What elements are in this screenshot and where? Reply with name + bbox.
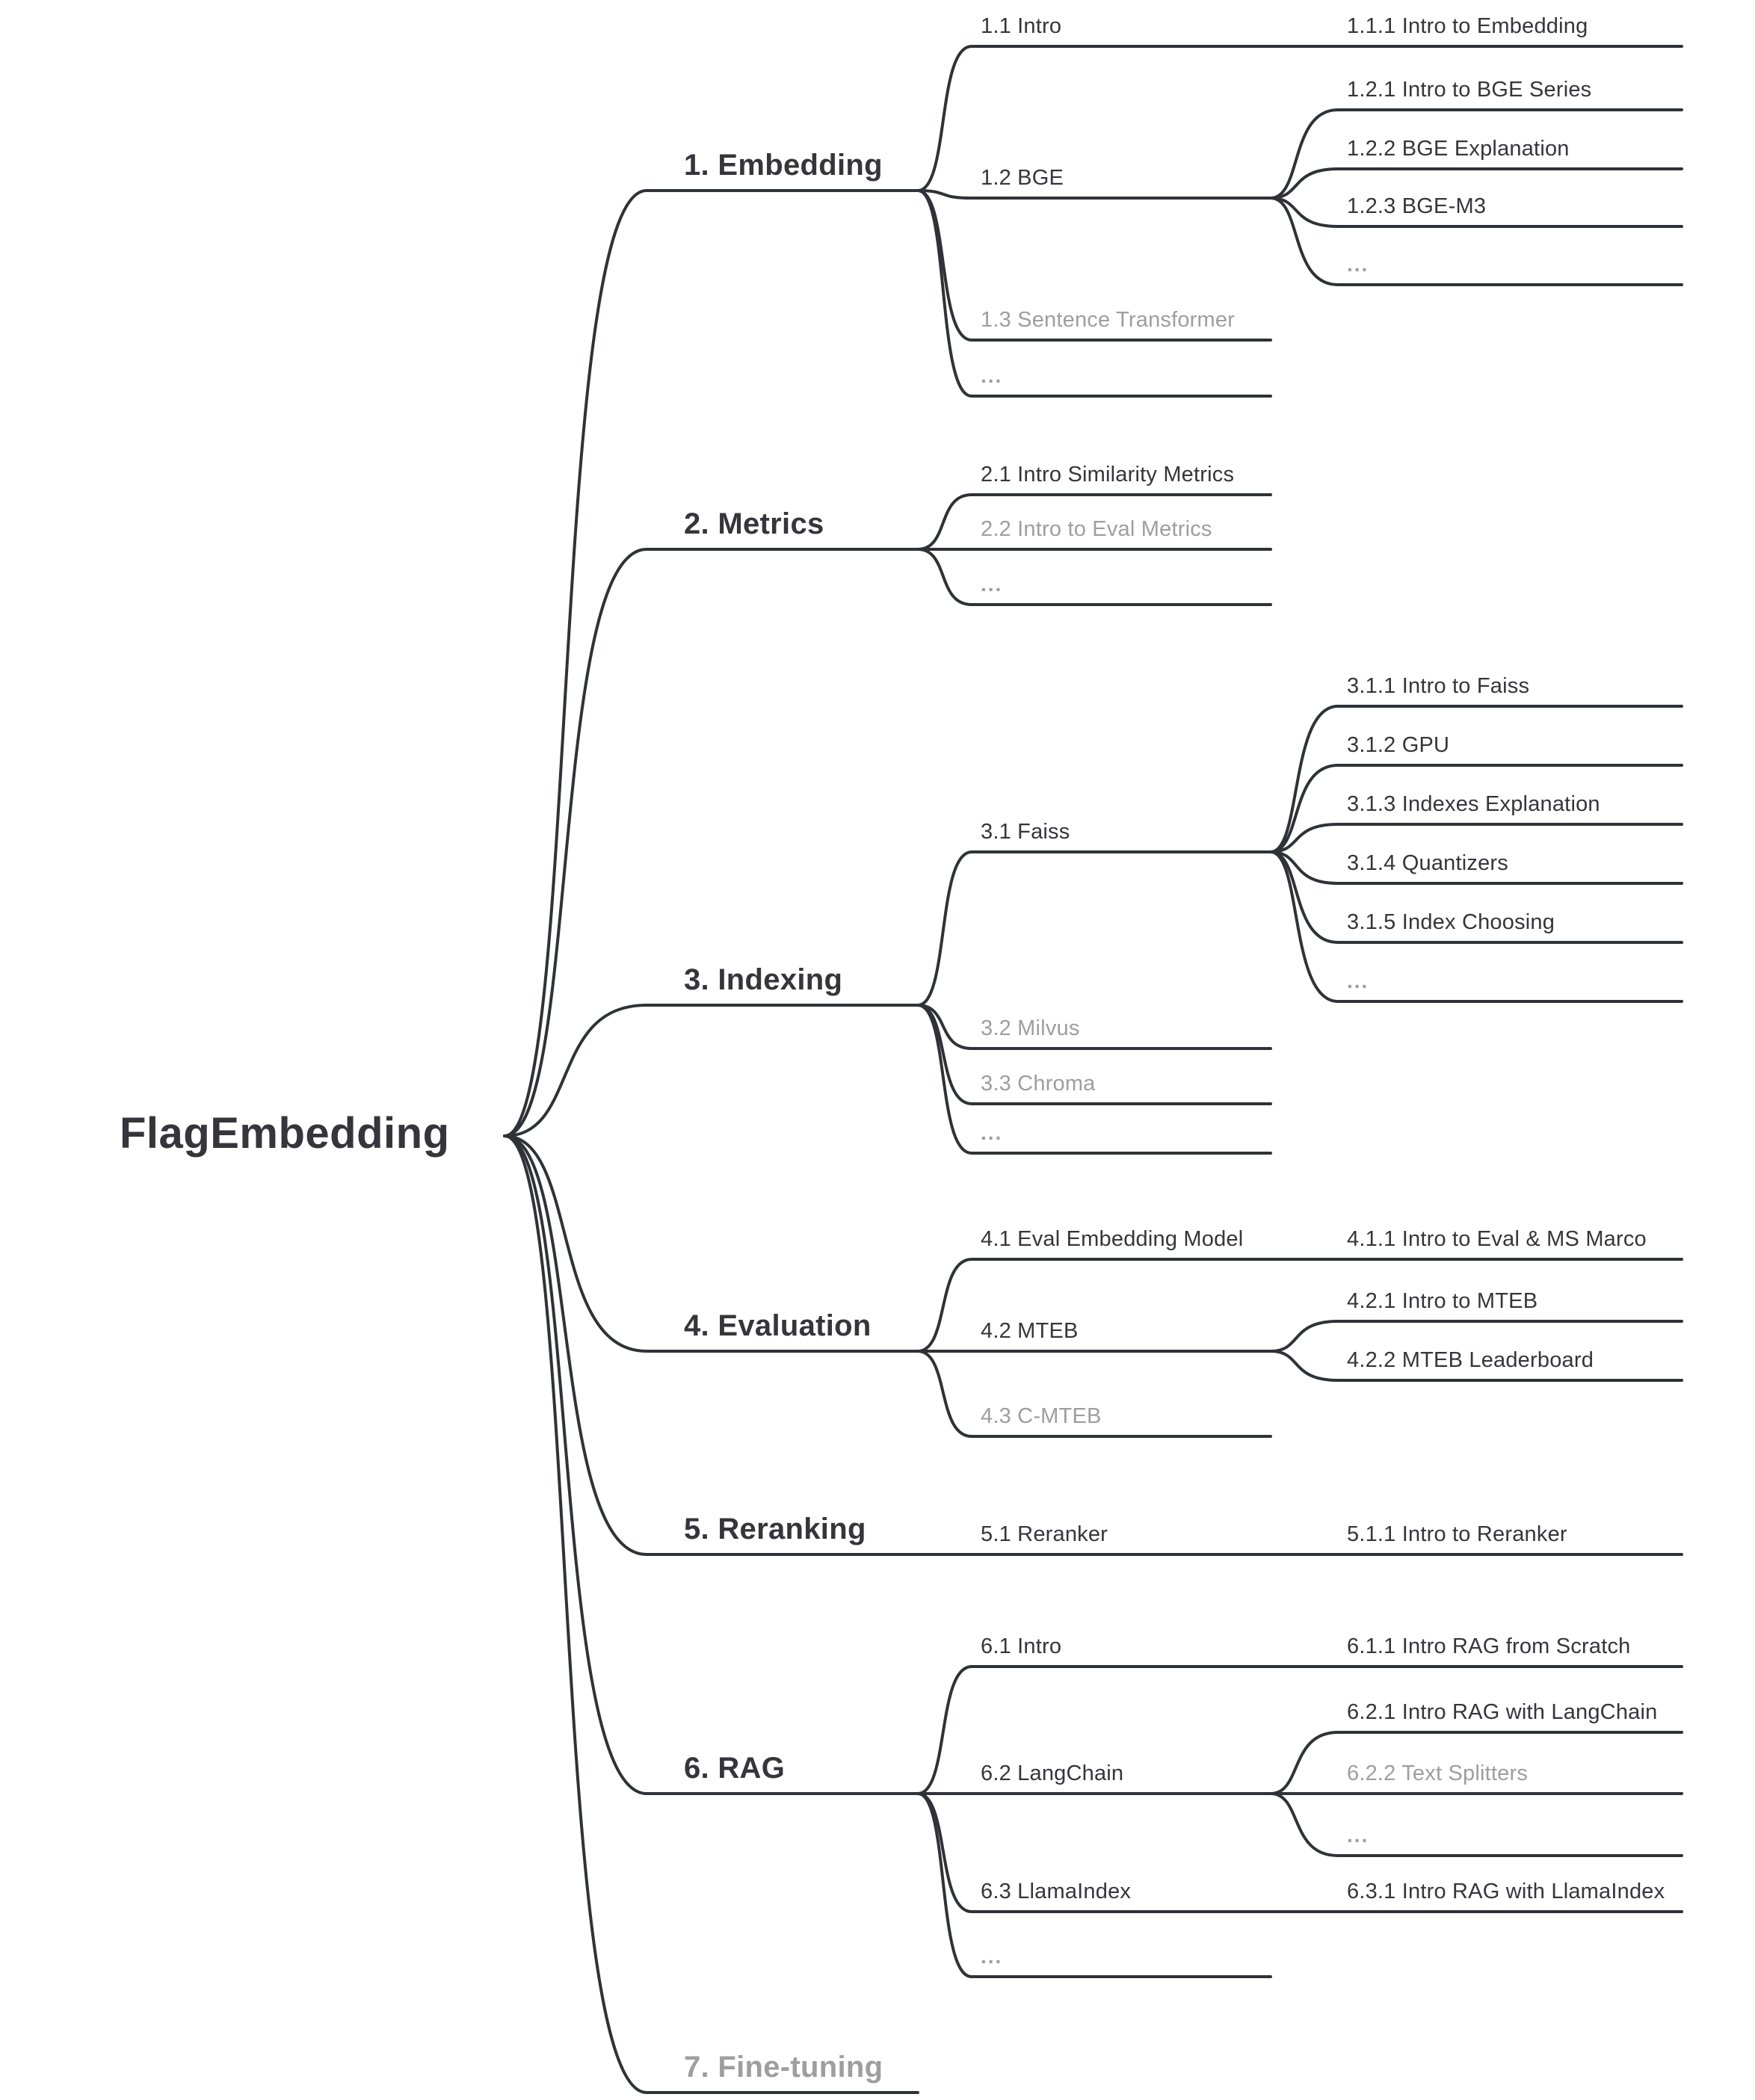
node-4[interactable]: 4. Evaluation: [684, 1309, 872, 1342]
node-6-2-2[interactable]: 6.2.2 Text Splitters: [1347, 1761, 1529, 1785]
branch-line-3-2: [918, 1005, 1271, 1049]
node-6-2[interactable]: 6.2 LangChain: [981, 1761, 1124, 1785]
branch-line-7: [505, 1136, 918, 2093]
node-3-1-5[interactable]: 3.1.5 Index Choosing: [1347, 910, 1555, 934]
node-6-3[interactable]: 6.3 LlamaIndex: [981, 1880, 1132, 1903]
node-6-1-1[interactable]: 6.1.1 Intro RAG from Scratch: [1347, 1634, 1631, 1658]
node-1-2-2[interactable]: 1.2.2 BGE Explanation: [1347, 137, 1570, 161]
node-4-2-1[interactable]: 4.2.1 Intro to MTEB: [1347, 1289, 1538, 1313]
node-6-3-1[interactable]: 6.3.1 Intro RAG with LlamaIndex: [1347, 1880, 1665, 1903]
node-4-3[interactable]: 4.3 C-MTEB: [981, 1404, 1102, 1428]
branch-line-2-more: [918, 549, 1271, 605]
node-more-1-more[interactable]: ...: [981, 364, 1003, 387]
node-1-1[interactable]: 1.1 Intro: [981, 14, 1062, 38]
node-3-1[interactable]: 3.1 Faiss: [981, 820, 1070, 844]
node-5[interactable]: 5. Reranking: [684, 1513, 866, 1545]
node-6-2-1[interactable]: 6.2.1 Intro RAG with LangChain: [1347, 1700, 1658, 1724]
branch-line-5: [505, 1136, 918, 1554]
node-1-3[interactable]: 1.3 Sentence Transformer: [981, 308, 1236, 332]
node-4-2[interactable]: 4.2 MTEB: [981, 1319, 1079, 1343]
node-4-2-2[interactable]: 4.2.2 MTEB Leaderboard: [1347, 1348, 1594, 1372]
branch-line-3-1-3: [1271, 824, 1682, 852]
branch-line-3: [505, 1005, 918, 1136]
node-3-1-1[interactable]: 3.1.1 Intro to Faiss: [1347, 674, 1530, 698]
node-more-2-more[interactable]: ...: [981, 572, 1003, 596]
node-more-3-1-more[interactable]: ...: [1347, 969, 1369, 992]
node-more-6-more[interactable]: ...: [981, 1945, 1003, 1968]
node-2-2[interactable]: 2.2 Intro to Eval Metrics: [981, 517, 1212, 541]
node-4-1[interactable]: 4.1 Eval Embedding Model: [981, 1227, 1244, 1251]
node-3-2[interactable]: 3.2 Milvus: [981, 1016, 1080, 1040]
branch-line-4-2-1: [1271, 1321, 1682, 1351]
branch-line-1-2: [918, 191, 1271, 198]
node-3-1-4[interactable]: 3.1.4 Quantizers: [1347, 851, 1508, 875]
node-4-1-1[interactable]: 4.1.1 Intro to Eval & MS Marco: [1347, 1227, 1647, 1251]
branch-line-1-1: [918, 46, 1271, 191]
node-3-1-3[interactable]: 3.1.3 Indexes Explanation: [1347, 792, 1600, 816]
node-2-1[interactable]: 2.1 Intro Similarity Metrics: [981, 463, 1235, 487]
branch-line-6: [505, 1136, 918, 1794]
node-1-2-1[interactable]: 1.2.1 Intro to BGE Series: [1347, 78, 1592, 102]
node-3-1-2[interactable]: 3.1.2 GPU: [1347, 733, 1450, 757]
node-1[interactable]: 1. Embedding: [684, 149, 883, 182]
node-1-2[interactable]: 1.2 BGE: [981, 166, 1064, 190]
node-more-6-2-more[interactable]: ...: [1347, 1823, 1369, 1847]
node-1-1-1[interactable]: 1.1.1 Intro to Embedding: [1347, 14, 1588, 38]
node-3-3[interactable]: 3.3 Chroma: [981, 1072, 1096, 1096]
node-6[interactable]: 6. RAG: [684, 1752, 786, 1785]
node-more-3-more[interactable]: ...: [981, 1121, 1003, 1144]
branch-line-6-2-more: [1271, 1794, 1682, 1856]
root-node-flagembedding[interactable]: FlagEmbedding: [120, 1109, 450, 1158]
node-more-1-2-more[interactable]: ...: [1347, 253, 1369, 276]
node-7[interactable]: 7. Fine-tuning: [684, 2051, 883, 2084]
branch-line-3-1: [918, 852, 1271, 1005]
node-6-1[interactable]: 6.1 Intro: [981, 1634, 1062, 1658]
node-1-2-3[interactable]: 1.2.3 BGE-M3: [1347, 194, 1487, 218]
branch-line-2: [505, 549, 918, 1136]
node-2[interactable]: 2. Metrics: [684, 507, 824, 540]
node-3[interactable]: 3. Indexing: [684, 963, 843, 996]
node-5-1[interactable]: 5.1 Reranker: [981, 1522, 1108, 1546]
branch-line-1-more: [918, 191, 1271, 396]
branch-line-4-1: [918, 1259, 1271, 1351]
branch-line-3-1-1: [1271, 706, 1682, 852]
node-5-1-1[interactable]: 5.1.1 Intro to Reranker: [1347, 1522, 1567, 1546]
